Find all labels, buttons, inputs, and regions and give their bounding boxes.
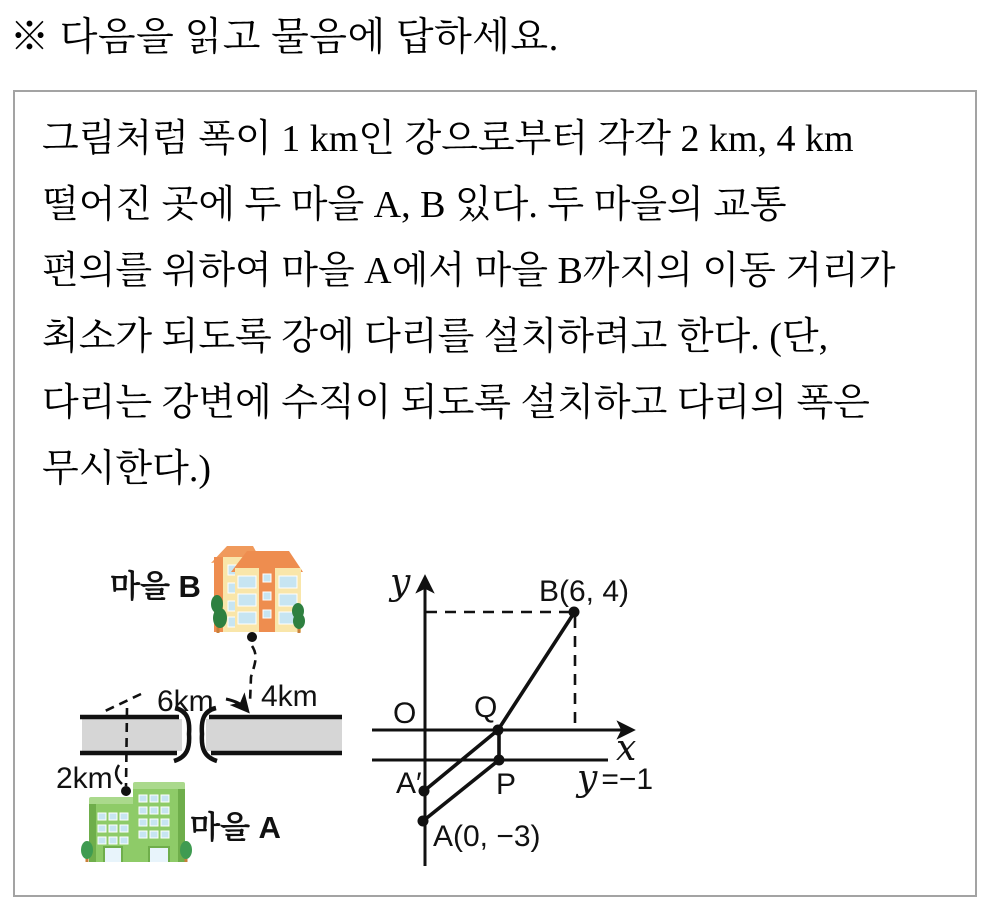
village-illustration	[56, 546, 342, 862]
segment-q-to-b	[498, 613, 574, 730]
window	[139, 795, 147, 802]
village-a-dot	[121, 786, 131, 796]
equation-rest: =−1	[601, 763, 654, 796]
point-q-dot	[493, 725, 504, 736]
village-a-label: 마을 A	[190, 810, 281, 845]
problem-line: 떨어진 곳에 두 마을 A, B 있다. 두 마을의 교통	[42, 184, 787, 226]
page-title: ※ 다음을 읽고 물음에 답하세요.	[10, 16, 559, 59]
tree-icon	[81, 841, 93, 859]
point-q-label: Q	[474, 691, 498, 724]
problem-line: 최소가 되도록 강에 다리를 설치하려고 한다. (단,	[42, 316, 829, 358]
point-p-label: P	[496, 768, 517, 801]
door	[105, 848, 121, 862]
window	[161, 831, 169, 838]
river-line-equation-label	[575, 758, 653, 799]
coordinate-graph	[372, 562, 653, 866]
river-right-segment	[206, 719, 342, 751]
window	[150, 795, 158, 802]
distance-6km-label: 6km	[157, 685, 214, 718]
point-a-label: A(0, −3)	[433, 820, 541, 853]
window	[109, 813, 117, 820]
window	[98, 825, 106, 832]
distance-2km-label: 2km	[56, 762, 113, 795]
window	[161, 795, 169, 802]
distance-2km-leader	[116, 765, 122, 784]
point-a-prime-label: A′	[396, 767, 422, 800]
window	[161, 807, 169, 814]
problem-line: 다리는 강변에 수직이 되도록 설치하고 다리의 폭은	[42, 382, 870, 424]
window	[161, 819, 169, 826]
point-a-dot	[418, 816, 429, 827]
tree-icon	[213, 608, 227, 628]
door	[150, 848, 168, 862]
window	[139, 831, 147, 838]
window	[279, 576, 297, 588]
window-grid-left	[98, 813, 128, 844]
window	[263, 574, 271, 582]
window	[238, 576, 256, 588]
window	[120, 837, 128, 844]
window	[139, 819, 147, 826]
village-b-dot	[247, 632, 257, 642]
window	[98, 813, 106, 820]
village-b-label: 마을 B	[110, 569, 201, 604]
window	[120, 825, 128, 832]
window	[109, 837, 117, 844]
tree-icon	[293, 613, 305, 629]
river-left-segment	[82, 719, 182, 751]
segment-a-to-p	[423, 760, 499, 821]
origin-label: O	[393, 697, 417, 730]
distance-6km-leader-arrow	[226, 699, 246, 709]
window	[150, 807, 158, 814]
problem-line: 그림처럼 폭이 1 km인 강으로부터 각각 2 km, 4 km	[42, 118, 854, 160]
window	[109, 825, 117, 832]
point-b-dot	[569, 607, 580, 618]
y-axis-label: y	[390, 562, 411, 603]
distance-4km-dashed-line	[250, 646, 256, 702]
window	[150, 831, 158, 838]
window	[263, 592, 271, 600]
window	[120, 813, 128, 820]
point-p-dot	[494, 755, 505, 766]
window	[238, 594, 256, 606]
window	[150, 819, 158, 826]
problem-text	[42, 106, 895, 502]
window	[139, 807, 147, 814]
window	[238, 612, 256, 624]
problem-line: 무시한다.)	[42, 448, 211, 490]
window	[98, 837, 106, 844]
window	[279, 594, 297, 606]
distance-4km-label: 4km	[261, 680, 318, 713]
window	[263, 610, 271, 618]
distance-6km-leader-left	[103, 694, 141, 712]
village-b-building	[211, 546, 305, 633]
point-b-label: B(6, 4)	[539, 575, 630, 608]
figure	[13, 530, 977, 895]
problem-line: 편의를 위하여 마을 A에서 마을 B까지의 이동 거리가	[42, 250, 896, 292]
equation-variable: y	[577, 758, 598, 799]
x-axis-label: x	[616, 728, 637, 769]
